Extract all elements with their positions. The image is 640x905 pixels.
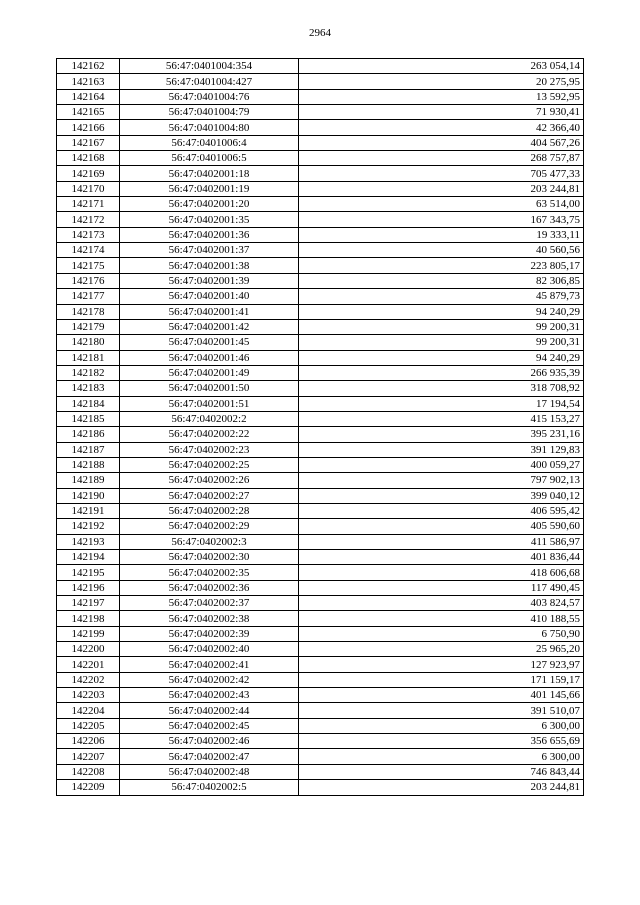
value-cell: 318 708,92 <box>299 381 584 396</box>
cadastral-number-cell: 56:47:0402002:26 <box>120 473 299 488</box>
row-number-cell: 142170 <box>57 181 120 196</box>
table-row <box>57 672 584 687</box>
table-row <box>57 59 584 74</box>
cadastral-number-cell: 56:47:0402002:5 <box>120 780 299 795</box>
value-cell: 401 836,44 <box>299 550 584 565</box>
value-cell: 71 930,41 <box>299 105 584 120</box>
value-cell: 167 343,75 <box>299 212 584 227</box>
row-number-cell: 142196 <box>57 580 120 595</box>
value-cell: 94 240,29 <box>299 304 584 319</box>
row-number-cell: 142191 <box>57 503 120 518</box>
row-number-cell: 142165 <box>57 105 120 120</box>
cadastral-number-cell: 56:47:0402002:38 <box>120 611 299 626</box>
table-row <box>57 197 584 212</box>
cadastral-number-cell: 56:47:0401004:76 <box>120 89 299 104</box>
value-cell: 391 510,07 <box>299 703 584 718</box>
table-row <box>57 550 584 565</box>
value-cell: 223 805,17 <box>299 258 584 273</box>
value-cell: 203 244,81 <box>299 181 584 196</box>
value-cell: 13 592,95 <box>299 89 584 104</box>
row-number-cell: 142203 <box>57 688 120 703</box>
value-cell: 399 040,12 <box>299 488 584 503</box>
cadastral-number-cell: 56:47:0402001:38 <box>120 258 299 273</box>
value-cell: 406 595,42 <box>299 503 584 518</box>
cadastral-number-cell: 56:47:0402002:23 <box>120 442 299 457</box>
cadastral-number-cell: 56:47:0401004:80 <box>120 120 299 135</box>
cadastral-number-cell: 56:47:0402002:43 <box>120 688 299 703</box>
cadastral-number-cell: 56:47:0402002:46 <box>120 734 299 749</box>
row-number-cell: 142197 <box>57 596 120 611</box>
cadastral-number-cell: 56:47:0402002:39 <box>120 626 299 641</box>
table-row <box>57 657 584 672</box>
row-number-cell: 142171 <box>57 197 120 212</box>
cadastral-number-cell: 56:47:0402002:42 <box>120 672 299 687</box>
row-number-cell: 142182 <box>57 365 120 380</box>
cadastral-number-cell: 56:47:0402001:37 <box>120 243 299 258</box>
row-number-cell: 142205 <box>57 718 120 733</box>
table-row <box>57 381 584 396</box>
row-number-cell: 142198 <box>57 611 120 626</box>
row-number-cell: 142189 <box>57 473 120 488</box>
value-cell: 263 054,14 <box>299 59 584 74</box>
value-cell: 25 965,20 <box>299 642 584 657</box>
cadastral-number-cell: 56:47:0402001:40 <box>120 289 299 304</box>
cadastral-number-cell: 56:47:0402001:42 <box>120 319 299 334</box>
table-row <box>57 365 584 380</box>
value-cell: 20 275,95 <box>299 74 584 89</box>
cadastral-number-cell: 56:47:0401006:4 <box>120 135 299 150</box>
row-number-cell: 142183 <box>57 381 120 396</box>
value-cell: 404 567,26 <box>299 135 584 150</box>
table-row <box>57 503 584 518</box>
value-cell: 705 477,33 <box>299 166 584 181</box>
table-row <box>57 181 584 196</box>
cadastral-number-cell: 56:47:0401006:5 <box>120 151 299 166</box>
table-row <box>57 749 584 764</box>
row-number-cell: 142188 <box>57 457 120 472</box>
cadastral-number-cell: 56:47:0402001:19 <box>120 181 299 196</box>
table-row <box>57 411 584 426</box>
cadastral-number-cell: 56:47:0402002:36 <box>120 580 299 595</box>
cadastral-number-cell: 56:47:0402001:51 <box>120 396 299 411</box>
cadastral-number-cell: 56:47:0402001:45 <box>120 335 299 350</box>
table-row <box>57 243 584 258</box>
table-row <box>57 74 584 89</box>
row-number-cell: 142180 <box>57 335 120 350</box>
table-row <box>57 166 584 181</box>
value-cell: 415 153,27 <box>299 411 584 426</box>
table-row <box>57 151 584 166</box>
table-row <box>57 519 584 534</box>
row-number-cell: 142207 <box>57 749 120 764</box>
table-row <box>57 565 584 580</box>
value-cell: 19 333,11 <box>299 227 584 242</box>
row-number-cell: 142172 <box>57 212 120 227</box>
row-number-cell: 142175 <box>57 258 120 273</box>
row-number-cell: 142208 <box>57 764 120 779</box>
cadastral-number-cell: 56:47:0402002:35 <box>120 565 299 580</box>
value-cell: 17 194,54 <box>299 396 584 411</box>
row-number-cell: 142164 <box>57 89 120 104</box>
value-cell: 411 586,97 <box>299 534 584 549</box>
table-body <box>57 59 584 796</box>
row-number-cell: 142201 <box>57 657 120 672</box>
table-row <box>57 105 584 120</box>
cadastral-number-cell: 56:47:0402001:49 <box>120 365 299 380</box>
value-cell: 63 514,00 <box>299 197 584 212</box>
table-row <box>57 350 584 365</box>
table-row <box>57 120 584 135</box>
row-number-cell: 142190 <box>57 488 120 503</box>
table-row <box>57 335 584 350</box>
value-cell: 45 879,73 <box>299 289 584 304</box>
value-cell: 94 240,29 <box>299 350 584 365</box>
row-number-cell: 142177 <box>57 289 120 304</box>
row-number-cell: 142202 <box>57 672 120 687</box>
row-number-cell: 142187 <box>57 442 120 457</box>
value-cell: 266 935,39 <box>299 365 584 380</box>
row-number-cell: 142185 <box>57 411 120 426</box>
table-row <box>57 227 584 242</box>
row-number-cell: 142193 <box>57 534 120 549</box>
cadastral-number-cell: 56:47:0402002:22 <box>120 427 299 442</box>
table-row <box>57 396 584 411</box>
table-row <box>57 304 584 319</box>
table-row <box>57 273 584 288</box>
table-row <box>57 258 584 273</box>
row-number-cell: 142174 <box>57 243 120 258</box>
table-row <box>57 289 584 304</box>
row-number-cell: 142168 <box>57 151 120 166</box>
row-number-cell: 142181 <box>57 350 120 365</box>
page-number: 2964 <box>309 27 331 39</box>
cadastral-number-cell: 56:47:0402002:27 <box>120 488 299 503</box>
row-number-cell: 142194 <box>57 550 120 565</box>
cadastral-number-cell: 56:47:0402002:30 <box>120 550 299 565</box>
row-number-cell: 142192 <box>57 519 120 534</box>
cadastral-number-cell: 56:47:0402002:29 <box>120 519 299 534</box>
value-cell: 400 059,27 <box>299 457 584 472</box>
table-row <box>57 135 584 150</box>
value-cell: 401 145,66 <box>299 688 584 703</box>
value-cell: 403 824,57 <box>299 596 584 611</box>
registry-table <box>56 58 584 796</box>
row-number-cell: 142186 <box>57 427 120 442</box>
value-cell: 117 490,45 <box>299 580 584 595</box>
cadastral-number-cell: 56:47:0402001:46 <box>120 350 299 365</box>
value-cell: 405 590,60 <box>299 519 584 534</box>
cadastral-number-cell: 56:47:0402002:37 <box>120 596 299 611</box>
cadastral-number-cell: 56:47:0402001:18 <box>120 166 299 181</box>
cadastral-number-cell: 56:47:0402002:28 <box>120 503 299 518</box>
row-number-cell: 142176 <box>57 273 120 288</box>
row-number-cell: 142178 <box>57 304 120 319</box>
cadastral-number-cell: 56:47:0402001:41 <box>120 304 299 319</box>
cadastral-number-cell: 56:47:0401004:354 <box>120 59 299 74</box>
table-row <box>57 534 584 549</box>
table-row <box>57 442 584 457</box>
value-cell: 395 231,16 <box>299 427 584 442</box>
table-row <box>57 734 584 749</box>
cadastral-number-cell: 56:47:0402001:39 <box>120 273 299 288</box>
value-cell: 418 606,68 <box>299 565 584 580</box>
cadastral-number-cell: 56:47:0402002:3 <box>120 534 299 549</box>
row-number-cell: 142199 <box>57 626 120 641</box>
cadastral-number-cell: 56:47:0401004:79 <box>120 105 299 120</box>
table-row <box>57 580 584 595</box>
value-cell: 356 655,69 <box>299 734 584 749</box>
value-cell: 268 757,87 <box>299 151 584 166</box>
row-number-cell: 142206 <box>57 734 120 749</box>
row-number-cell: 142167 <box>57 135 120 150</box>
table-row <box>57 703 584 718</box>
value-cell: 99 200,31 <box>299 335 584 350</box>
table-row <box>57 780 584 795</box>
cadastral-number-cell: 56:47:0402001:36 <box>120 227 299 242</box>
cadastral-number-cell: 56:47:0402002:47 <box>120 749 299 764</box>
row-number-cell: 142169 <box>57 166 120 181</box>
table-row <box>57 457 584 472</box>
cadastral-number-cell: 56:47:0402002:44 <box>120 703 299 718</box>
row-number-cell: 142162 <box>57 59 120 74</box>
table-row <box>57 89 584 104</box>
value-cell: 391 129,83 <box>299 442 584 457</box>
value-cell: 746 843,44 <box>299 764 584 779</box>
table-row <box>57 488 584 503</box>
row-number-cell: 142173 <box>57 227 120 242</box>
value-cell: 82 306,85 <box>299 273 584 288</box>
table-row <box>57 473 584 488</box>
table-row <box>57 611 584 626</box>
value-cell: 127 923,97 <box>299 657 584 672</box>
cadastral-number-cell: 56:47:0402002:41 <box>120 657 299 672</box>
row-number-cell: 142204 <box>57 703 120 718</box>
value-cell: 410 188,55 <box>299 611 584 626</box>
table-row <box>57 596 584 611</box>
table-row <box>57 642 584 657</box>
row-number-cell: 142163 <box>57 74 120 89</box>
value-cell: 6 300,00 <box>299 718 584 733</box>
table-row <box>57 427 584 442</box>
row-number-cell: 142209 <box>57 780 120 795</box>
cadastral-number-cell: 56:47:0402001:50 <box>120 381 299 396</box>
table-row <box>57 212 584 227</box>
cadastral-number-cell: 56:47:0402001:20 <box>120 197 299 212</box>
value-cell: 6 300,00 <box>299 749 584 764</box>
row-number-cell: 142200 <box>57 642 120 657</box>
row-number-cell: 142184 <box>57 396 120 411</box>
value-cell: 42 366,40 <box>299 120 584 135</box>
value-cell: 203 244,81 <box>299 780 584 795</box>
cadastral-number-cell: 56:47:0402002:48 <box>120 764 299 779</box>
value-cell: 6 750,90 <box>299 626 584 641</box>
cadastral-number-cell: 56:47:0402002:25 <box>120 457 299 472</box>
cadastral-number-cell: 56:47:0402002:45 <box>120 718 299 733</box>
table-row <box>57 688 584 703</box>
table-row <box>57 626 584 641</box>
row-number-cell: 142166 <box>57 120 120 135</box>
cadastral-number-cell: 56:47:0402001:35 <box>120 212 299 227</box>
cadastral-number-cell: 56:47:0402002:2 <box>120 411 299 426</box>
value-cell: 99 200,31 <box>299 319 584 334</box>
cadastral-number-cell: 56:47:0401004:427 <box>120 74 299 89</box>
table-row <box>57 319 584 334</box>
table-row <box>57 764 584 779</box>
value-cell: 40 560,56 <box>299 243 584 258</box>
value-cell: 797 902,13 <box>299 473 584 488</box>
table-row <box>57 718 584 733</box>
row-number-cell: 142179 <box>57 319 120 334</box>
row-number-cell: 142195 <box>57 565 120 580</box>
cadastral-number-cell: 56:47:0402002:40 <box>120 642 299 657</box>
value-cell: 171 159,17 <box>299 672 584 687</box>
